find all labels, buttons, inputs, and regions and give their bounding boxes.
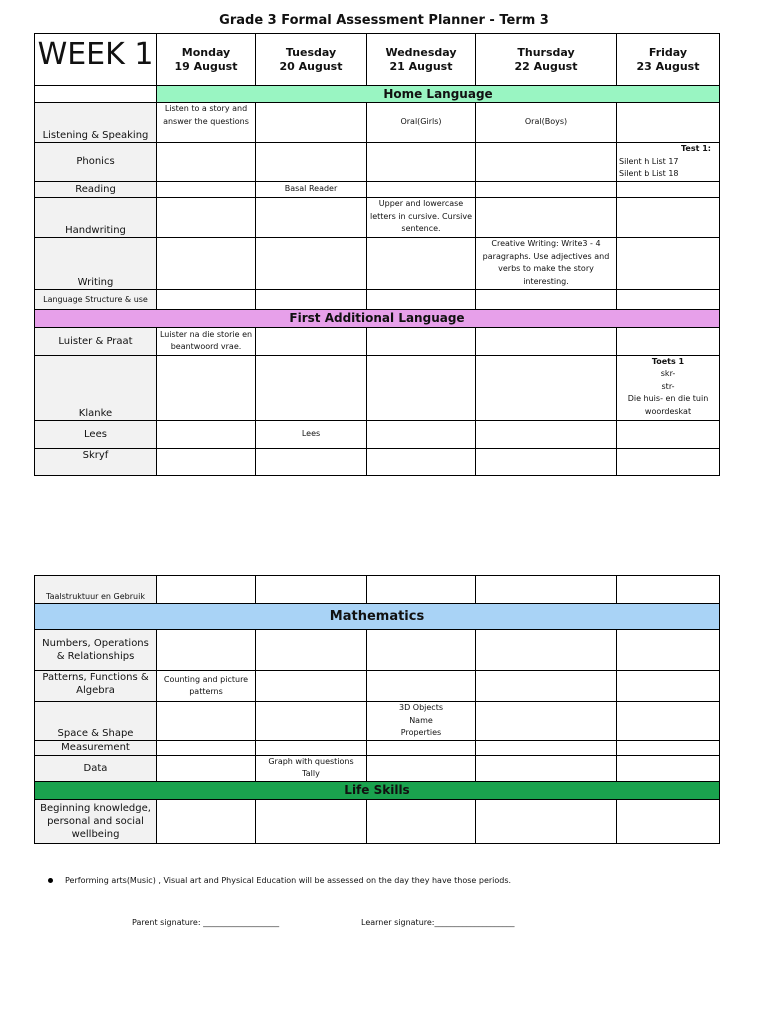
row-label-beginning-knowledge: Beginning knowledge, personal and social wellbeing (35, 799, 157, 843)
row-label-patterns: Patterns, Functions & Algebra (35, 671, 157, 702)
parent-signature: Parent signature: ___________________ (132, 918, 280, 927)
cell-writing-thu: Creative Writing: Write3 - 4 paragraphs. Use adjectives and verbs to make the story interesting. (476, 237, 617, 289)
cell-listening-thu: Oral(Boys) (476, 103, 617, 143)
section-fal: First Additional Language (35, 309, 720, 327)
row-label-measurement: Measurement (35, 740, 157, 755)
cell-luister-mon: Luister na die storie en beantwoord vrae. (157, 327, 256, 355)
row-label-luister: Luister & Praat (35, 327, 157, 355)
cell-phonics-fri: Test 1: Silent h List 17 Silent b List 18 (617, 143, 720, 182)
day-header-friday: Friday 23 August (617, 34, 720, 86)
day-header-monday: Monday 19 August (157, 34, 256, 86)
row-label-space: Space & Shape (35, 702, 157, 741)
cell-patterns-mon: Counting and picture patterns (157, 671, 256, 702)
row-label-language-structure: Language Structure & use (35, 289, 157, 309)
cell-space-wed: 3D Objects Name Properties (367, 702, 476, 741)
cell-klanke-fri: Toets 1 skr- str- Die huis- en die tuin woordeskat (617, 355, 720, 420)
row-label-listening: Listening & Speaking (35, 103, 157, 143)
row-label-skryf: Skryf (35, 448, 157, 475)
week-label: WEEK 1 (35, 34, 157, 86)
cell-reading-tue: Basal Reader (256, 181, 367, 197)
day-header-tuesday: Tuesday 20 August (256, 34, 367, 86)
cell-lees-tue: Lees (256, 420, 367, 448)
row-label-klanke: Klanke (35, 355, 157, 420)
section-mathematics: Mathematics (35, 604, 720, 630)
assessment-note-text: Performing arts(Music) , Visual art and Physical Education will be assessed on the day they have those periods. (65, 876, 512, 885)
planner-table-bottom (34, 575, 720, 844)
cell-handwriting-wed: Upper and lowercase letters in cursive. Cursive sentence. (367, 197, 476, 237)
planner-table-top (34, 33, 720, 476)
page-title: Grade 3 Formal Assessment Planner - Term 3 (219, 13, 549, 28)
cell-listening-wed: Oral(Girls) (367, 103, 476, 143)
row-label-reading: Reading (35, 181, 157, 197)
section-life-skills: Life Skills (35, 781, 720, 799)
row-label-handwriting: Handwriting (35, 197, 157, 237)
row-label-lees: Lees (35, 420, 157, 448)
cell-data-tue: Graph with questions Tally (256, 755, 367, 781)
cell-listening-mon: Listen to a story and answer the questions (157, 103, 256, 143)
row-label-phonics: Phonics (35, 143, 157, 182)
learner-signature: Learner signature:____________________ (361, 918, 515, 927)
section-home-language: Home Language (157, 86, 720, 103)
day-header-thursday: Thursday 22 August (476, 34, 617, 86)
row-label-numbers: Numbers, Operations & Relationships (35, 630, 157, 671)
assessment-note (48, 876, 511, 885)
bullet-icon (48, 878, 53, 883)
day-header-wednesday: Wednesday 21 August (367, 34, 476, 86)
row-label-taalstruktuur: Taalstruktuur en Gebruik (35, 576, 157, 604)
row-label-writing: Writing (35, 237, 157, 289)
row-label-data: Data (35, 755, 157, 781)
